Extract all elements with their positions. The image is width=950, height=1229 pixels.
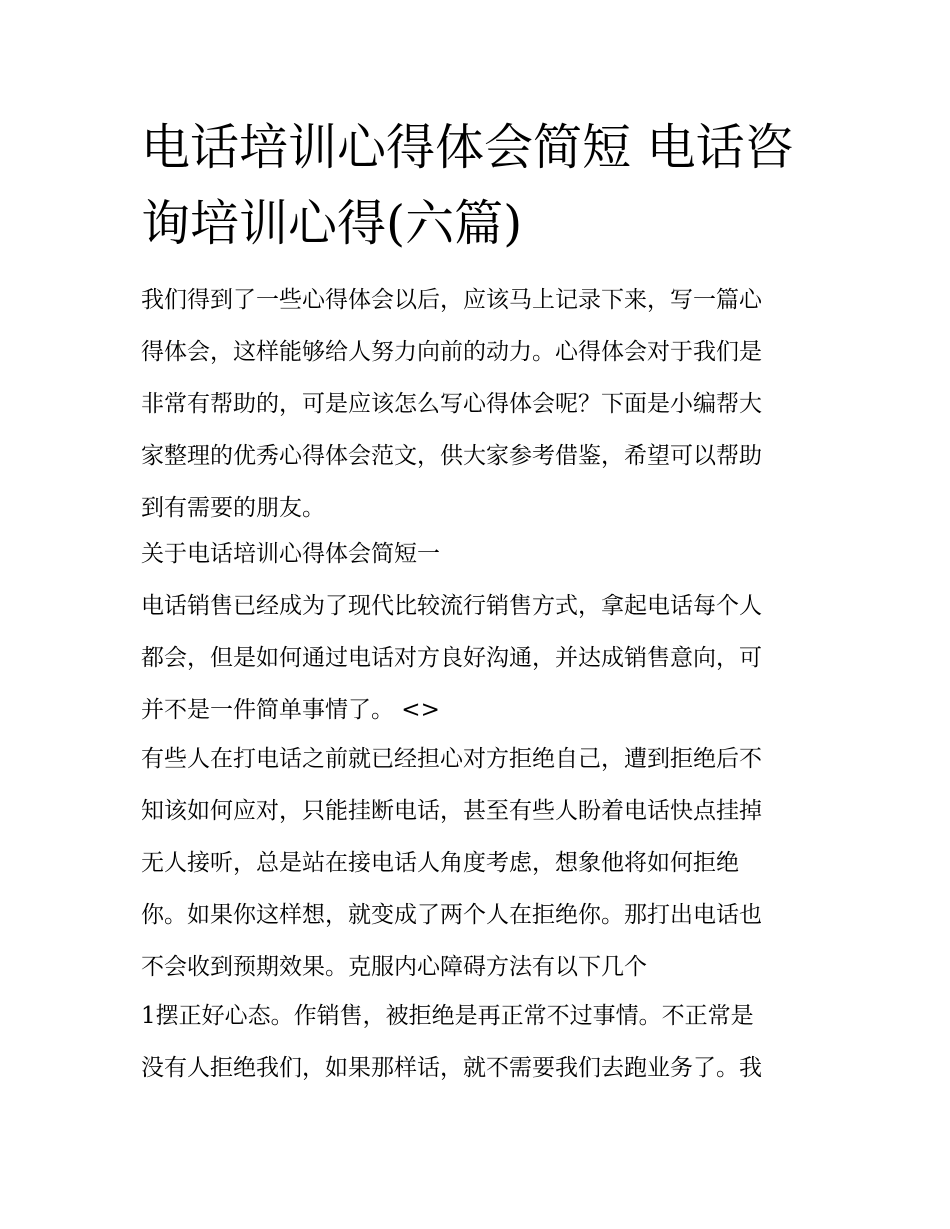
paragraph-line: 没有人拒绝我们，如果那样话，就不需要我们去跑业务了。我 (141, 1055, 762, 1081)
paragraph-line: 都会，但是如何通过电话对方良好沟通，并达成销售意向，可 (141, 645, 762, 671)
paragraph-line: 有些人在打电话之前就已经担心对方拒绝自己，遭到拒绝后不 (141, 746, 762, 772)
paragraph-line: 非常有帮助的，可是应该怎么写心得体会呢？下面是小编帮大 (141, 391, 762, 417)
paragraph-line: 不会收到预期效果。克服内心障碍方法有以下几个 (141, 954, 647, 980)
document-title-line-1: 电话培训心得体会简短 电话咨 (141, 119, 794, 176)
paragraph-line: 1摆正好心态。作销售，被拒绝是再正常不过事情。不正常是 (141, 1003, 754, 1029)
paragraph-line: 到有需要的朋友。 (141, 495, 325, 521)
paragraph-line: 你。如果你这样想，就变成了两个人在拒绝你。那打出电话也 (141, 902, 762, 928)
paragraph-line: 无人接听，总是站在接电话人角度考虑，想象他将如何拒绝 (141, 850, 739, 876)
paragraph-line: 知该如何应对，只能挂断电话，甚至有些人盼着电话快点挂掉 (141, 798, 762, 824)
paragraph-line: 得体会，这样能够给人努力向前的动力。心得体会对于我们是 (141, 339, 762, 365)
paragraph-line: 家整理的优秀心得体会范文，供大家参考借鉴，希望可以帮助 (141, 443, 762, 469)
section-heading: 关于电话培训心得体会简短一 (141, 541, 440, 567)
paragraph-line: 电话销售已经成为了现代比较流行销售方式，拿起电话每个人 (141, 593, 762, 619)
document-title-line-2: 询培训心得(六篇) (141, 195, 523, 252)
paragraph-line: 我们得到了一些心得体会以后，应该马上记录下来，写一篇心 (141, 287, 762, 313)
paragraph-line: 并不是一件简单事情了。 <> (141, 697, 440, 723)
